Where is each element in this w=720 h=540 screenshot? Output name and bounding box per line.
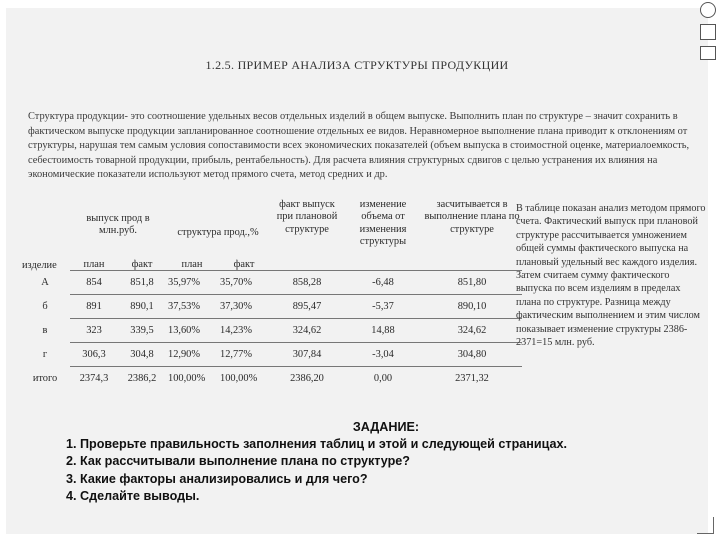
cell-counted: 851,80 [422, 271, 522, 295]
table-row-total [20, 367, 522, 391]
table-row [20, 343, 522, 367]
cell-change: -6,48 [344, 271, 422, 295]
cell-struct-plan: 12,90% [166, 343, 218, 367]
cell-plan: 854 [70, 271, 118, 295]
cell-struct-fact: 12,77% [218, 343, 270, 367]
cell-fact: 2386,2 [118, 367, 166, 391]
cell-struct-plan: 35,97% [166, 271, 218, 295]
cell-struct-fact: 35,70% [218, 271, 270, 295]
header-structure: структура прод.,% [177, 227, 259, 238]
cell-item: в [42, 325, 48, 337]
cell-plan: 306,3 [70, 343, 118, 367]
header-fact: факт [131, 259, 153, 271]
corner-icon [697, 517, 714, 534]
cell-change: -5,37 [344, 295, 422, 319]
cell-fact: 890,1 [118, 295, 166, 319]
cell-struct-fact: 37,30% [218, 295, 270, 319]
header-fact-struct: факт [233, 259, 255, 271]
cell-counted: 304,80 [422, 343, 522, 367]
table-row [20, 319, 522, 343]
cell-change: 14,88 [344, 319, 422, 343]
task-item: 2. Как рассчитывали выполнение плана по структуре? [80, 453, 696, 470]
task-header: ЗАДАНИЕ: [352, 420, 420, 434]
cell-fact-output: 307,84 [270, 343, 344, 367]
cell-struct-plan: 37,53% [166, 295, 218, 319]
task-item: 3. Какие факторы анализировались и для чего? [80, 471, 696, 488]
header-change: изменение объема от изменения структуры [359, 199, 407, 248]
header-output: выпуск прод в млн.руб. [86, 213, 150, 236]
cell-fact-output: 2386,20 [270, 367, 344, 391]
slide-nav [698, 0, 718, 60]
cell-fact-output: 895,47 [270, 295, 344, 319]
header-counted: засчитывается в выполнение плана по структуре [424, 199, 520, 235]
prev-slide-icon[interactable] [700, 46, 716, 60]
cell-plan: 323 [70, 319, 118, 343]
cell-fact: 851,8 [118, 271, 166, 295]
side-note: В таблице показан анализ методом прямого счета. Фактический выпуск при плановой структуре рассчитывается умножением общей суммы фактического выпуска на плановый удельный вес каждого изделия. Затем считаем сумму фактического выпуска по всем изделиям в пределах плана по структуре. Разница между фактическим выполнением и этим числом показывает изменение структуры 2386-2371=15 млн. руб. [516, 203, 706, 349]
cell-plan: 2374,3 [70, 367, 118, 391]
page-title: 1.2.5. ПРИМЕР АНАЛИЗА СТРУКТУРЫ ПРОДУКЦИИ [205, 58, 509, 72]
cell-counted: 2371,32 [422, 367, 522, 391]
slide [6, 8, 708, 534]
next-slide-icon[interactable] [700, 24, 716, 40]
task-item: 4. Сделайте выводы. [80, 488, 696, 505]
header-plan-struct: план [181, 259, 203, 271]
task-list [54, 436, 696, 506]
cell-item: А [41, 277, 49, 289]
cell-struct-fact: 100,00% [218, 367, 270, 391]
task-item: 1. Проверьте правильность заполнения таблиц и этой и следующей страницах. [80, 436, 696, 453]
cell-item: б [42, 301, 48, 313]
cell-fact: 304,8 [118, 343, 166, 367]
cell-fact-output: 858,28 [270, 271, 344, 295]
structure-table [20, 199, 522, 390]
cell-struct-plan: 100,00% [166, 367, 218, 391]
cell-item: итого [32, 372, 58, 384]
fullscreen-icon[interactable] [700, 2, 716, 18]
cell-fact: 339,5 [118, 319, 166, 343]
cell-counted: 324,62 [422, 319, 522, 343]
header-plan: план [83, 259, 105, 271]
task-block [36, 420, 696, 506]
intro-paragraph: Структура продукции- это соотношение удельных весов отдельных изделий в общем выпуске. Выполнить план по структуре – значит сохранить в фактическом выпуске продукции запланированное соотношение отдельных ее видов. Неравномерное выполнение плана приводит к отклонениям от структуры, нарушая тем самым условия сопоставимости всех экономических показателей (объем выпуска в стоимостной оценке, материалоемкость, себестоимость товарной продукции, прибыль, рентабельность). Для расчета влияния структурных сдвигов с целью устранения их влияния на экономические показатели используют метод прямого счета, метод средних и др. [28, 111, 690, 181]
cell-counted: 890,10 [422, 295, 522, 319]
cell-struct-fact: 14,23% [218, 319, 270, 343]
cell-struct-plan: 13,60% [166, 319, 218, 343]
table-row [20, 271, 522, 295]
cell-fact-output: 324,62 [270, 319, 344, 343]
header-fact-output: факт выпуск при плановой структуре [276, 199, 338, 235]
cell-plan: 891 [70, 295, 118, 319]
cell-change: -3,04 [344, 343, 422, 367]
cell-change: 0,00 [344, 367, 422, 391]
cell-item: г [42, 349, 48, 361]
table-row [20, 295, 522, 319]
header-item: изделие [22, 259, 57, 271]
